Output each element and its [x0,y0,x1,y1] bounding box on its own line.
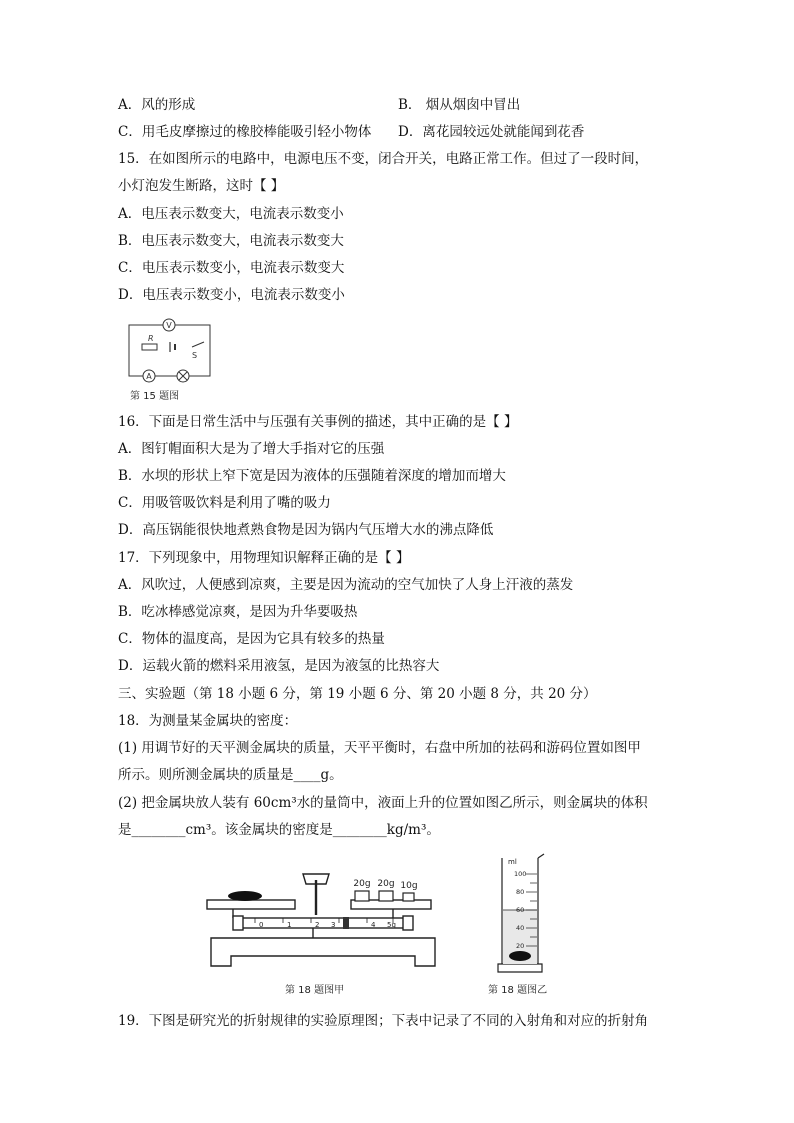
q15-option-c: C．电压表示数变小，电流表示数变大 [118,260,345,276]
resistor-symbol: R [148,334,154,343]
q18-part1-line2: 所示。则所测金属块的质量是____g。 [118,767,343,783]
weight-1-label: 20g [353,879,371,889]
ammeter-symbol: A [146,372,152,381]
weight-3-label: 10g [400,881,418,891]
q15-stem-line2: 小灯泡发生断路，这时【 】 [118,178,285,194]
q15-circuit-figure [122,316,222,386]
q18-figure-a-caption: 第 18 题图甲 [285,985,345,996]
q14-option-c: C．用毛皮摩擦过的橡胶棒能吸引轻小物体 [118,124,372,140]
cylinder-tick-20: 20 [516,942,525,950]
q14-option-b: B． 烟从烟囱中冒出 [398,97,521,113]
q16-stem: 16．下面是日常生活中与压强有关事例的描述，其中正确的是【 】 [118,414,518,430]
q19-stem-line1: 19．下图是研究光的折射规律的实验原理图；下表中记录了不同的入射角和对应的折射角 [118,1013,649,1029]
q15-stem-line1: 15．在如图所示的电路中，电源电压不变，闭合开关，电路正常工作。但过了一段时间， [118,151,649,167]
q14-option-d: D．离花园较远处就能闻到花香 [398,124,585,140]
q18-cylinder-figure [490,852,560,978]
scale-tick-4: 4 [371,921,376,929]
cylinder-unit: ml [508,858,517,866]
scale-tick-3: 3 [331,921,336,929]
scale-tick-5: 5g [387,921,396,929]
switch-symbol: S [192,351,198,360]
q17-option-b: B．吃冰棒感觉凉爽，是因为升华要吸热 [118,604,358,620]
scale-tick-2: 2 [315,921,320,929]
q18-stem: 18．为测量某金属块的密度： [118,713,298,729]
cylinder-tick-40: 40 [516,924,525,932]
q16-option-a: A．图钉帽面积大是为了增大手指对它的压强 [118,441,385,457]
scale-tick-1: 1 [287,921,292,929]
q15-option-a: A．电压表示数变大，电流表示数变小 [118,206,344,222]
q15-figure-caption: 第 15 题图 [130,391,180,402]
cylinder-tick-100: 100 [514,870,527,878]
q14-option-a: A．风的形成 [118,97,196,113]
cylinder-tick-80: 80 [516,888,525,896]
q17-option-a: A．风吹过，人便感到凉爽，主要是因为流动的空气加快了人身上汗液的蒸发 [118,577,574,593]
q16-option-c: C．用吸管吸饮料是利用了嘴的吸力 [118,495,331,511]
q16-option-d: D．高压锅能很快地煮熟食物是因为锅内气压增大水的沸点降低 [118,522,494,538]
q18-part2-line1: (2) 把金属块放人装有 60cm³水的量筒中，液面上升的位置如图乙所示，则金属块的体积 [118,795,648,811]
q18-balance-figure [203,860,443,975]
voltmeter-symbol: V [166,321,172,330]
section-heading: 三、实验题（第 18 小题 6 分，第 19 小题 6 分、第 20 小题 8 分，共 20 分） [118,686,597,702]
q17-option-c: C．物体的温度高，是因为它具有较多的热量 [118,631,385,647]
q17-stem: 17．下列现象中，用物理知识解释正确的是【 】 [118,550,410,566]
q16-option-b: B．水坝的形状上窄下宽是因为液体的压强随着深度的增加而增大 [118,468,506,484]
q18-figure-b-caption: 第 18 题图乙 [488,985,548,996]
q15-option-b: B．电压表示数变大，电流表示数变大 [118,233,344,249]
q17-option-d: D．运载火箭的燃料采用液氢，是因为液氢的比热容大 [118,658,440,674]
q15-option-d: D．电压表示数变小，电流表示数变小 [118,287,345,303]
q18-part2-line2: 是________cm³。该金属块的密度是________kg/m³。 [118,822,440,838]
cylinder-tick-60: 60 [516,906,525,914]
q18-part1-line1: (1) 用调节好的天平测金属块的质量，天平平衡时，右盘中所加的祛码和游码位置如图甲 [118,740,641,756]
scale-tick-0: 0 [259,921,264,929]
weight-2-label: 20g [377,879,395,889]
